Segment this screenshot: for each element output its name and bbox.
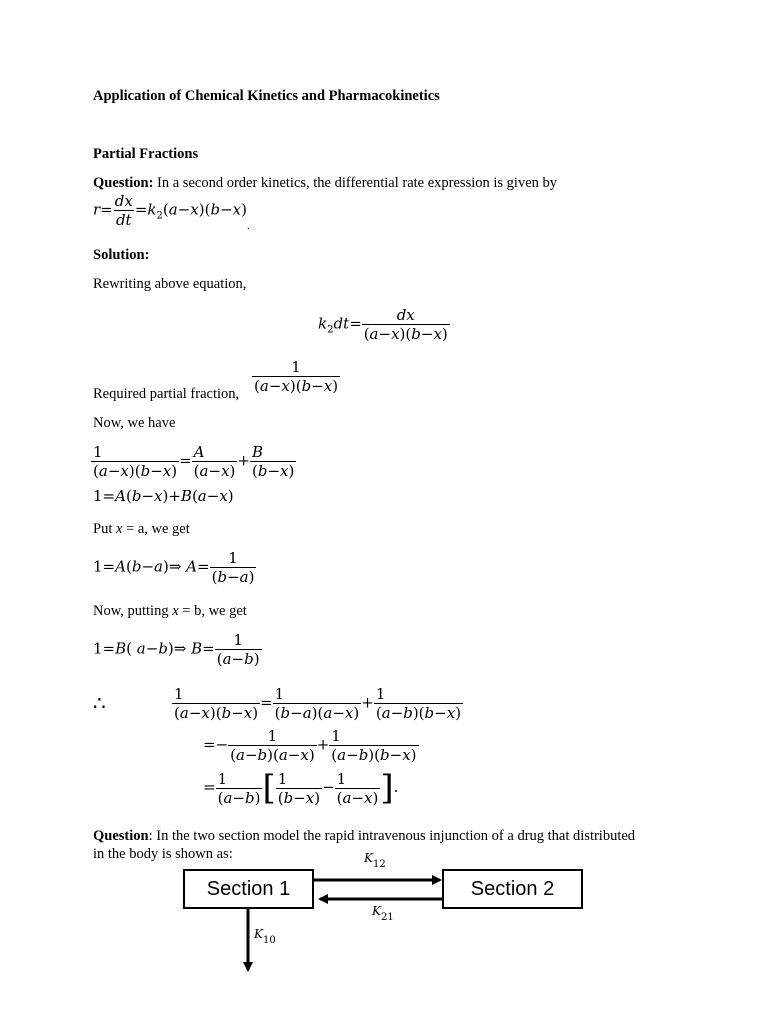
rewriting-text: Rewriting above equation, bbox=[93, 276, 247, 292]
question-1-text: In a second order kinetics, the differential rate expression is given by bbox=[153, 175, 558, 191]
put-x-a-text: Put x = a, we get bbox=[93, 521, 190, 537]
decomposition-equation: $\frac{1}{(a-x)(b-x)}$ = $\frac{A}{(a-x)}$ + $\frac{B}{(b-x)}$ bbox=[93, 443, 295, 480]
solve-b-equation: 1=B( a−b)⇒ B= $\frac{1}{(a-b)}$ bbox=[93, 631, 260, 668]
section-1-box: Section 1 bbox=[183, 869, 314, 909]
k10-label: $K_{10}$ bbox=[254, 927, 276, 946]
question-1-label: Question: bbox=[93, 175, 154, 191]
question-2-text-line2: in the body is shown as: bbox=[93, 846, 233, 862]
k12-label: $K_{12}$ bbox=[364, 851, 386, 870]
result-line-1: $\frac{1}{(a-x)(b-x)}$ = $\frac{1}{(b-a)(a-x)}$ + $\frac{1}{(a-b)(b-x)}$ bbox=[174, 685, 462, 722]
therefore-symbol: ∴ bbox=[93, 691, 106, 715]
result-line-2: =− $\frac{1}{(a-b)(a-x)}$ + $\frac{1}{(a-b)(b-x)}$ bbox=[203, 727, 417, 764]
now-we-have-text: Now, we have bbox=[93, 415, 176, 431]
required-partial-text: Required partial fraction, bbox=[93, 386, 240, 402]
result-line-3: = $\frac{1}{(a-b)}$ [ $\frac{1}{(b-x)}$ − $\frac{1}{(a-x)}$ ]. bbox=[203, 768, 399, 808]
identity-equation: 1=A(b−x)+B(a−x) bbox=[93, 487, 234, 505]
page-title: Application of Chemical Kinetics and Pharmacokinetics bbox=[93, 88, 440, 104]
solution-label: Solution: bbox=[93, 247, 150, 263]
rewritten-equation: $k_2dt=$ $\frac{dx}{(a-x)(b-x)}$ bbox=[318, 306, 448, 343]
section-heading: Partial Fractions bbox=[93, 146, 199, 162]
rate-equation: r= $\frac{dx}{dt}$ $=k_2(a-x)(b-x)$ bbox=[93, 192, 247, 229]
solve-a-equation: 1=A(b−a)⇒ A= $\frac{1}{(b-a)}$ bbox=[93, 549, 255, 586]
question-2-label: Question bbox=[93, 828, 149, 844]
now-putting-text: Now, putting x = b, we get bbox=[93, 603, 247, 619]
section-2-box: Section 2 bbox=[442, 869, 583, 909]
k21-label: $K_{21}$ bbox=[372, 904, 394, 923]
equation-dot: . bbox=[247, 220, 250, 232]
partial-fraction-expr: $\frac{1}{(a-x)(b-x)}$ bbox=[254, 358, 339, 395]
question-2-text: : In the two section model the rapid intravenous injunction of a drug that distributed bbox=[148, 828, 636, 844]
